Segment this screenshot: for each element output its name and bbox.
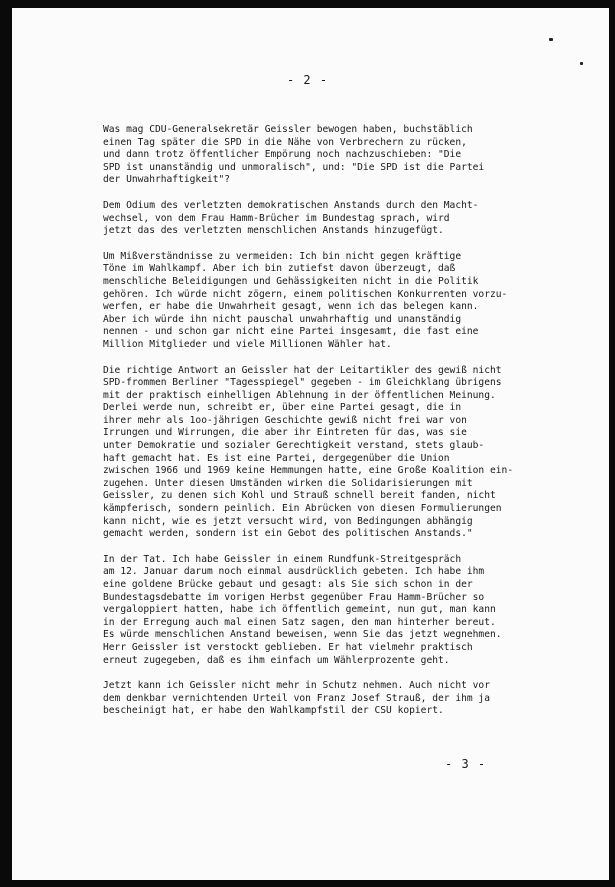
text-line: werfen, er habe die Unwahrheit gesagt, wenn ich das belegen kann.: [103, 301, 479, 313]
text-line: unter Demokratie und sozialer Gerechtigkeit verstand, stets glaub-: [103, 440, 485, 452]
text-line: Geissler, zu denen sich Kohl und Strauß schnell bereit fanden, nicht: [103, 490, 496, 502]
paragraph: [103, 554, 558, 667]
text-line: Herr Geissler ist verstockt geblieben. Er hat vielmehr praktisch: [103, 641, 473, 653]
text-line: Was mag CDU-Generalsekretär Geissler bewogen haben, buchstäblich: [103, 124, 473, 135]
text-line: Irrungen und Wirrungen, die aber ihr Eintreten für das, was sie: [103, 427, 467, 439]
text-line: nennen - und schon gar nicht eine Partei insgesamt, die fast eine: [103, 326, 479, 338]
text-line: Million Mitglieder und viele Millionen Wähler hat.: [103, 338, 392, 350]
text-line: ihrer mehr als 1oo-jährigen Geschichte gewiß nicht frei war von: [103, 414, 467, 426]
scan-speck: [549, 38, 553, 41]
scan-speck: [580, 62, 583, 65]
text-line: in der Erregung auch mal einen Satz sagen, den man hinterher bereut.: [103, 616, 496, 628]
paragraph: [103, 124, 558, 187]
text-line: In der Tat. Ich habe Geissler in einem Rundfunk-Streitgespräch: [103, 553, 462, 565]
text-line: Um Mißverständnisse zu vermeiden: Ich bin nicht gegen kräftige: [103, 250, 462, 262]
text-line: am 12. Januar darum noch einmal ausdrücklich gebeten. Ich habe ihm: [103, 566, 485, 578]
text-line: Derlei werde nun, schreibt er, über eine Partei gesagt, die in: [103, 402, 462, 414]
text-line: Bundestagsdebatte im vorigen Herbst gegenüber Frau Hamm-Brücher so: [103, 591, 485, 603]
text-line: der Unwahrhaftigkeit"?: [103, 174, 231, 186]
text-line: Die richtige Antwort an Geissler hat der Leitartikler des gewiß nicht: [103, 364, 502, 376]
text-line: zugehen. Unter diesen Umständen wirken die Solidarisierungen mit: [103, 477, 473, 489]
text-line: Dem Odium des verletzten demokratischen Anstands durch den Macht-: [103, 199, 479, 211]
text-line: vergaloppiert hatten, habe ich öffentlich gemeint, nun gut, man kann: [103, 604, 496, 616]
page-number-header: - 2 -: [286, 73, 329, 87]
text-line: haft gemacht hat. Es ist eine Partei, dergegenüber die Union: [103, 452, 450, 464]
paragraph: [103, 200, 558, 238]
text-line: dem denkbar vernichtenden Urteil von Franz Josef Strauß, der ihm ja: [103, 692, 490, 704]
text-line: gehören. Ich würde nicht zögern, einem politischen Konkurrenten vorzu-: [103, 288, 508, 300]
text-line: Jetzt kann ich Geissler nicht mehr in Schutz nehmen. Auch nicht vor: [103, 680, 490, 692]
text-line: Aber ich würde ihn nicht pauschal unwahrhaftig und unanständig: [103, 313, 462, 325]
paragraph: [103, 251, 558, 352]
text-line: wechsel, von dem Frau Hamm-Brücher im Bundestag sprach, wird: [103, 212, 450, 224]
text-line: Töne im Wahlkampf. Aber ich bin zutiefst davon überzeugt, daß: [103, 263, 456, 275]
text-line: und dann trotz öffentlicher Empörung noch nachzuschieben: "Die: [103, 149, 462, 161]
text-line: einen Tag später die SPD in die Nähe von Verbrechern zu rücken,: [103, 136, 467, 148]
text-line: zwischen 1966 und 1969 keine Hemmungen hatte, eine Große Koalition ein-: [103, 465, 514, 477]
text-line: kann nicht, wie es jetzt versucht wird, von Bedingungen abhängig: [103, 515, 473, 527]
text-line: SPD-frommen Berliner "Tagesspiegel" gegeben - im Gleichklang übrigens: [103, 377, 502, 389]
page-number-footer: - 3 -: [445, 757, 487, 771]
text-line: jetzt das des verletzten menschlichen Anstands hinzugefügt.: [103, 225, 444, 237]
paragraph: [103, 365, 558, 541]
text-line: kämpferisch, sondern peinlich. Ein Abrücken von diesen Formulierungen: [103, 503, 502, 515]
text-line: SPD ist unanständig und unmoralisch", und: "Die SPD ist die Partei: [103, 161, 485, 173]
text-line: bescheinigt hat, er habe den Wahlkampfstil der CSU kopiert.: [103, 705, 444, 717]
text-line: erneut zugegeben, daß es ihm einfach um Wählerprozente geht.: [103, 654, 450, 666]
paragraph: [103, 680, 558, 718]
text-line: menschliche Beleidigungen und Gehässigkeiten nicht in die Politik: [103, 275, 479, 287]
text-line: eine goldene Brücke gebaut und gesagt: als Sie sich schon in der: [103, 579, 473, 590]
text-line: gemacht werden, sondern ist ein Gebot des politischen Anstands.": [103, 528, 473, 540]
document-body: [103, 124, 558, 731]
text-line: mit der praktisch einhelligen Ablehnung in der öffentlichen Meinung.: [103, 389, 496, 401]
text-line: Es würde menschlichen Anstand beweisen, wenn Sie das jetzt wegnehmen.: [103, 629, 502, 641]
